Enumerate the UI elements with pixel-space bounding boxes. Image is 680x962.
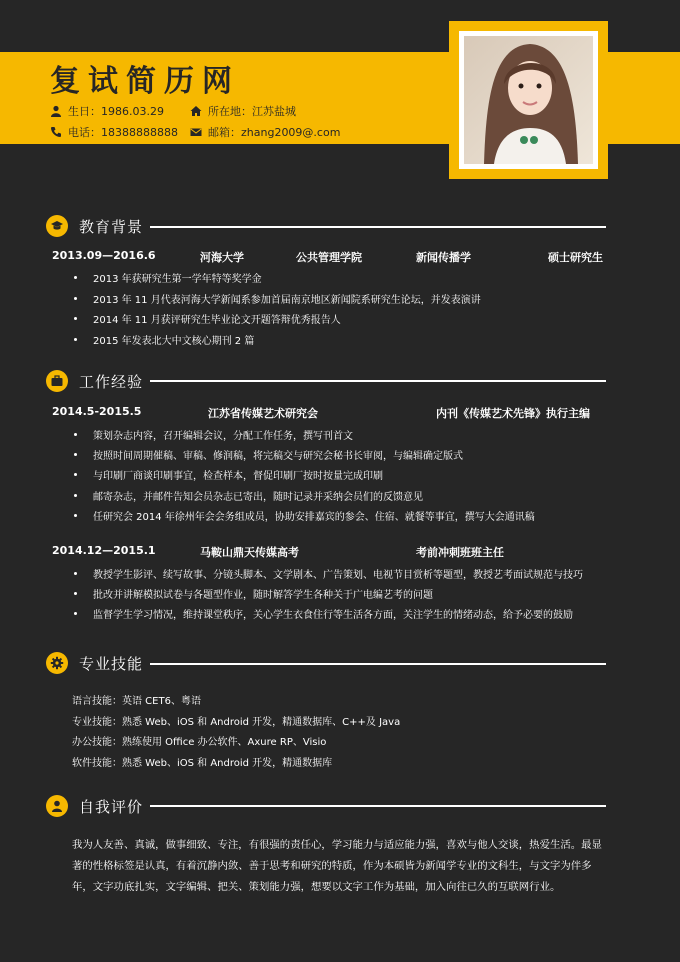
work-divider <box>150 380 606 382</box>
education-period: 2013.09—2016.6 <box>52 249 156 262</box>
list-item: 批改并讲解模拟试卷与各题型作业，随时解答学生各种关于广电编艺考的问题 <box>74 586 433 601</box>
skills-title: 专业技能 <box>79 654 144 673</box>
birth-info <box>50 103 164 119</box>
gear-icon <box>46 652 68 674</box>
list-item: 2014 年 11 月获评研究生毕业论文开题答辩优秀报告人 <box>74 311 341 326</box>
home-icon <box>190 105 202 117</box>
phone-text: 电话：18388888888 <box>68 126 178 139</box>
skill-item: 专业技能：熟悉 Web、iOS 和 Android 开发，精通数据库、C++及 Java <box>72 717 401 728</box>
list-item: 与印刷厂商谈印刷事宜，检查样本，督促印刷厂按时按量完成印刷 <box>74 467 383 482</box>
phone-icon <box>50 126 62 138</box>
email-text: 邮箱：zhang2009@.com <box>208 126 341 139</box>
phone-info <box>50 124 178 140</box>
skill-item: 语言技能：英语 CET6、粤语 <box>72 696 201 707</box>
resume-name: 复试简历网 <box>50 64 240 99</box>
briefcase-icon <box>46 370 68 392</box>
list-item: 监督学生学习情况，维持课堂秩序，关心学生衣食住行等生活各方面，关注学生的情绪动态，给予必要的鼓励 <box>74 606 573 621</box>
location-info <box>190 103 296 119</box>
education-divider <box>150 226 606 228</box>
work-header <box>46 369 143 393</box>
skill-item: 办公技能：熟练使用 Office 办公软件、Axure RP、Visio <box>72 737 327 748</box>
job1-period: 2014.5-2015.5 <box>52 405 142 418</box>
email-info <box>190 124 340 140</box>
graduation-cap-icon <box>46 215 68 237</box>
person-icon <box>46 795 68 817</box>
profile-photo-frame <box>449 21 608 179</box>
list-item: 2013 年获研究生第一学年特等奖学金 <box>74 270 262 285</box>
job2-period: 2014.12—2015.1 <box>52 544 156 557</box>
location-text: 所在地：江苏盐城 <box>208 105 296 118</box>
education-major: 新闻传播学 <box>416 251 471 264</box>
self-evaluation-text: 我为人友善、真诚，做事细致、专注，有很强的责任心，学习能力与适应能力强，喜欢与他人交谈，热爱生活。最显著的性格标签是认真，有着沉静内敛、善于思考和研究的特质，作为本硕皆为新闻学专业的文科生，与文字为伴多年，文字功底扎实，文字编辑、把关、策划能力强，想要以文字工作为基础，加入向往已久的互联网行业。 <box>72 839 602 893</box>
education-title: 教育背景 <box>79 217 144 236</box>
skills-header <box>46 651 143 675</box>
list-item: 邮寄杂志，并邮件告知会员杂志已寄出，随时记录并采纳会员们的反馈意见 <box>74 488 423 503</box>
list-item: 按照时间周期催稿、审稿、修润稿，将完稿交与研究会秘书长审阅，与编辑确定版式 <box>74 447 463 462</box>
job1-org: 江苏省传媒艺术研究会 <box>208 407 318 420</box>
list-item: 2015 年发表北大中文核心期刊 2 篇 <box>74 332 254 347</box>
list-item: 教授学生影评、续写故事、分镜头脚本、文学剧本、广告策划、电视节目赏析等题型，教授艺考面试规范与技巧 <box>74 566 583 581</box>
self-title: 自我评价 <box>79 797 144 816</box>
skill-item: 软件技能：熟悉 Web、iOS 和 Android 开发，精通数据库 <box>72 758 333 769</box>
birth-text: 生日：1986.03.29 <box>68 105 164 118</box>
education-school: 河海大学 <box>200 251 244 264</box>
self-header <box>46 794 143 818</box>
work-title: 工作经验 <box>79 372 144 391</box>
list-item: 2013 年 11 月代表河海大学新闻系参加首届南京地区新闻院系研究生论坛，并发表演讲 <box>74 291 481 306</box>
job1-role: 内刊《传媒艺术先锋》执行主编 <box>436 407 590 420</box>
list-item: 策划杂志内容，召开编辑会议，分配工作任务，撰写刊首文 <box>74 427 353 442</box>
list-item: 任研究会 2014 年徐州年会会务组成员，协助安排嘉宾的参会、住宿、就餐等事宜，撰写大会通讯稿 <box>74 508 535 523</box>
education-header <box>46 214 143 238</box>
envelope-icon <box>190 126 202 138</box>
job2-org: 马鞍山鼎天传媒高考 <box>200 546 299 559</box>
job2-role: 考前冲刺班班主任 <box>416 546 504 559</box>
education-college: 公共管理学院 <box>296 251 362 264</box>
education-degree: 硕士研究生 <box>548 251 603 264</box>
skills-divider <box>150 663 606 665</box>
user-icon <box>50 105 62 117</box>
self-divider <box>150 805 606 807</box>
profile-photo <box>459 31 598 169</box>
